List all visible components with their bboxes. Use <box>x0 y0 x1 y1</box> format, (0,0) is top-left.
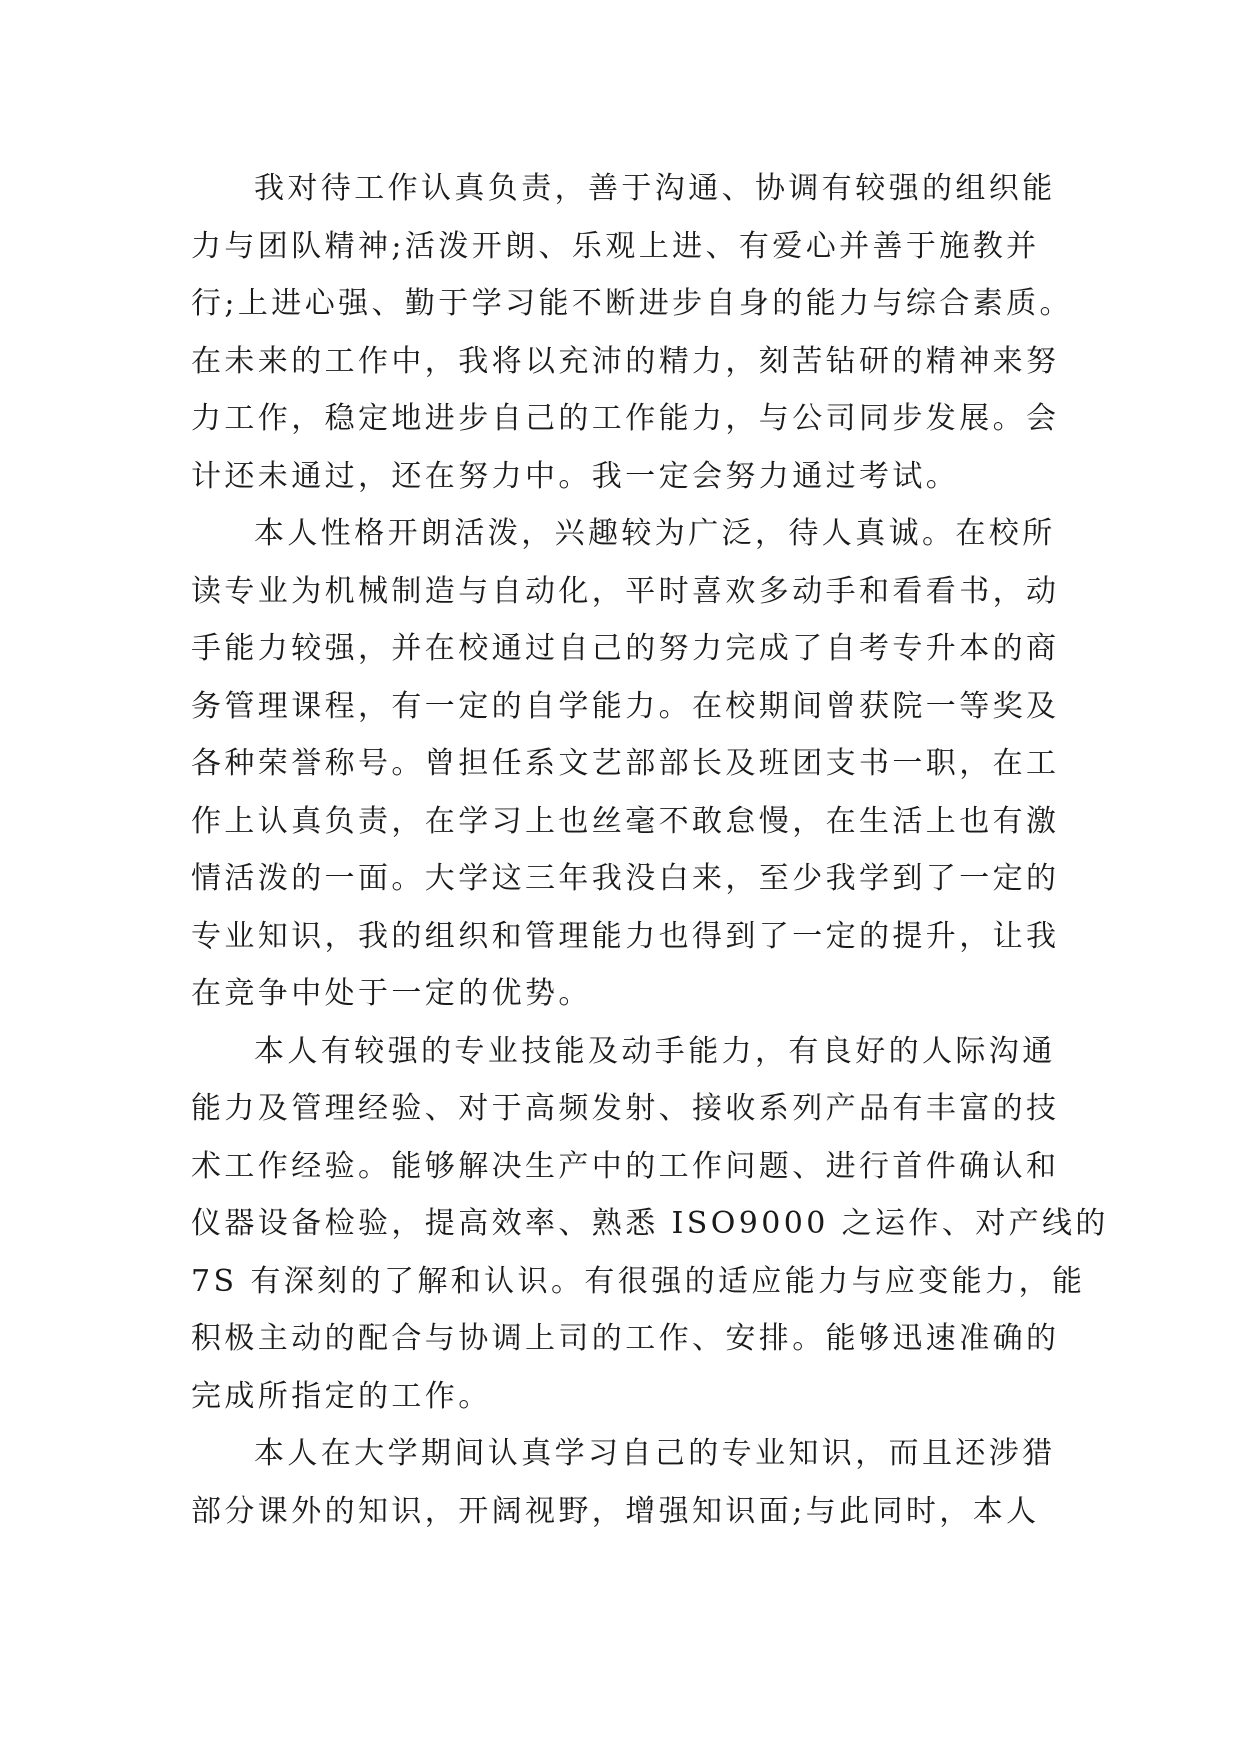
text-line: 术工作经验。能够解决生产中的工作问题、进行首件确认和 <box>191 1148 1060 1184</box>
text-line: 计还未通过，还在努力中。我一定会努力通过考试。 <box>191 458 960 494</box>
text-line: 仪器设备检验，提高效率、熟悉 ISO9000 之运作、对产线的 <box>191 1206 1109 1241</box>
text-line: 本人性格开朗活泼，兴趣较为广泛，待人真诚。在校所 <box>254 516 1056 551</box>
text-line: 作上认真负责，在学习上也丝毫不敢怠慢，在生活上也有激 <box>191 803 1060 839</box>
text-line: 力工作，稳定地进步自己的工作能力，与公司同步发展。会 <box>191 401 1060 436</box>
text-line: 行;上进心强、勤于学习能不断进步自身的能力与综合素质。 <box>191 286 1073 321</box>
document-body <box>191 160 1109 1540</box>
text-line: 力与团队精神;活泼开朗、乐观上进、有爱心并善于施教并 <box>191 228 1040 264</box>
text-line: 务管理课程，有一定的自学能力。在校期间曾获院一等奖及 <box>191 688 1060 724</box>
text-line: 本人在大学期间认真学习自己的专业知识，而且还涉猎 <box>254 1436 1056 1471</box>
text-line: 手能力较强，并在校通过自己的努力完成了自考专升本的商 <box>191 631 1060 666</box>
text-line: 读专业为机械制造与自动化，平时喜欢多动手和看看书，动 <box>191 573 1060 609</box>
text-line: 部分课外的知识，开阔视野，增强知识面;与此同时，本人 <box>191 1493 1040 1529</box>
text-line: 在竞争中处于一定的优势。 <box>191 976 592 1011</box>
text-line: 各种荣誉称号。曾担任系文艺部部长及班团支书一职，在工 <box>191 746 1060 781</box>
text-line: 情活泼的一面。大学这三年我没白来，至少我学到了一定的 <box>191 861 1060 896</box>
text-line: 我对待工作认真负责，善于沟通、协调有较强的组织能 <box>254 171 1056 206</box>
text-line: 积极主动的配合与协调上司的工作、安排。能够迅速准确的 <box>191 1321 1060 1356</box>
text-line: 能力及管理经验、对于高频发射、接收系列产品有丰富的技 <box>191 1091 1060 1126</box>
text-line: 专业知识，我的组织和管理能力也得到了一定的提升，让我 <box>191 918 1060 954</box>
text-line: 完成所指定的工作。 <box>191 1378 492 1414</box>
text-line: 在未来的工作中，我将以充沛的精力，刻苦钻研的精神来努 <box>191 343 1060 379</box>
text-line: 本人有较强的专业技能及动手能力，有良好的人际沟通 <box>254 1033 1056 1069</box>
text-line: 7S 有深刻的了解和认识。有很强的适应能力与应变能力，能 <box>191 1263 1086 1299</box>
